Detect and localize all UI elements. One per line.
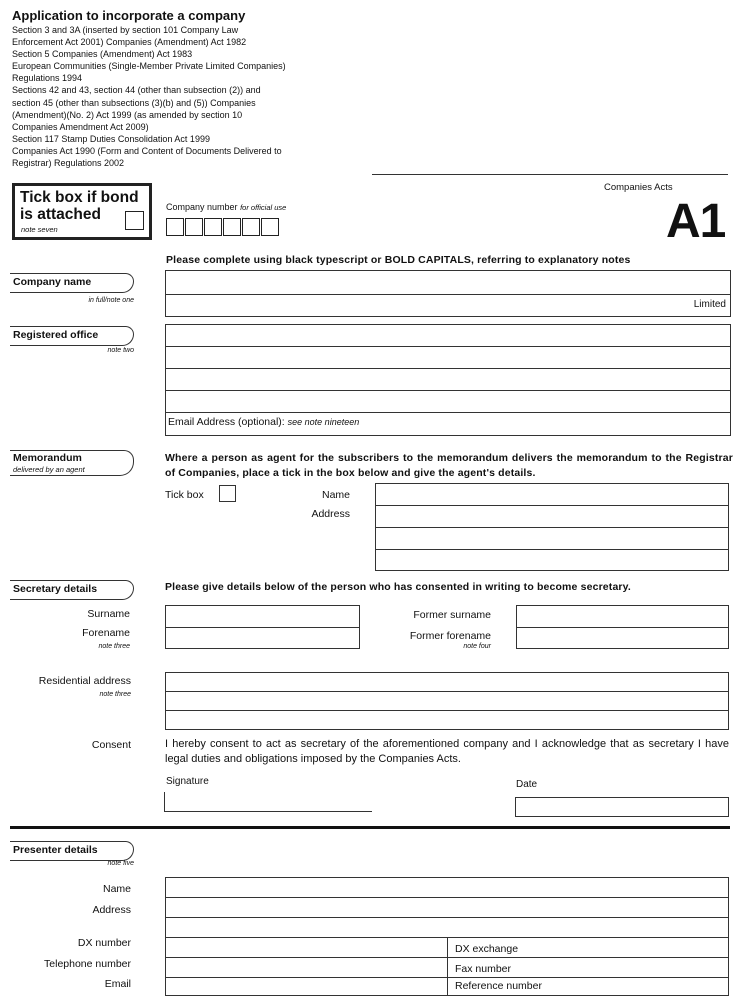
company-number-digit[interactable]: [166, 218, 184, 236]
surname-label: Surname: [87, 608, 130, 620]
bond-panel: [12, 183, 152, 240]
legal-line: Sections 42 and 43, section 44 (other than subsection (2)) and: [12, 85, 261, 96]
date-field[interactable]: [515, 797, 729, 817]
signature-label: Signature: [166, 776, 209, 787]
column-divider: [447, 958, 448, 977]
secretary-instruction: Please give details below of the person who has consented in writing to become secretary.: [165, 581, 631, 593]
company-name-field[interactable]: [165, 270, 731, 317]
residential-line[interactable]: [166, 711, 728, 729]
completion-instruction: Please complete using black typescript or BOLD CAPITALS, referring to explanatory notes: [166, 254, 631, 266]
consent-text: I hereby consent to act as secretary of the aforementioned company and I acknowledge that as secretary I have legal duties and obligations imposed by the Companies Acts.: [165, 738, 729, 765]
acts-label: Companies Acts: [604, 182, 673, 193]
company-name-line[interactable]: [166, 271, 730, 295]
address-line[interactable]: [166, 369, 730, 391]
registered-office-note: note two: [107, 347, 134, 354]
former-forename-label: Former forename: [409, 630, 491, 642]
company-number-digit[interactable]: [242, 218, 260, 236]
company-name-heading-text: Company name: [13, 276, 92, 288]
company-number-label-text: Company number: [166, 202, 238, 212]
legal-line: Enforcement Act 2001) Companies (Amendment) Act 1982: [12, 37, 247, 48]
forename-note: note three: [98, 643, 130, 650]
legal-line: (Amendment)(No. 2) Act 1999 (as amended by section 10: [12, 109, 243, 120]
legal-line: Section 3 and 3A (inserted by section 101 Company Law: [12, 25, 239, 35]
address-line[interactable]: [166, 347, 730, 369]
dx-row: [166, 938, 728, 958]
company-name-heading: [10, 273, 134, 293]
memorandum-heading-text: Memorandum: [13, 452, 82, 464]
email-address-note: see note nineteen: [287, 417, 360, 427]
legal-line: section 45 (other than subsections (3)(b) and (5)) Companies: [12, 97, 256, 108]
agent-line[interactable]: [376, 550, 728, 572]
legal-line: Registrar) Regulations 2002: [12, 158, 125, 169]
presenter-note: note five: [107, 860, 134, 867]
memorandum-checkbox[interactable]: [219, 485, 236, 502]
email-address-line[interactable]: [166, 413, 730, 435]
address-line[interactable]: [166, 391, 730, 413]
presenter-name-label: Name: [102, 883, 131, 895]
address-line[interactable]: [166, 325, 730, 347]
telephone-label: Telephone number: [44, 958, 131, 970]
registered-office-heading-text: Registered office: [13, 329, 99, 341]
forename-input[interactable]: [166, 628, 359, 650]
presenter-details-field[interactable]: [165, 877, 729, 996]
memorandum-subheading: delivered by an agent: [13, 465, 85, 474]
former-note: note four: [463, 643, 491, 650]
bond-note: note seven: [21, 225, 58, 234]
residential-line[interactable]: [166, 692, 728, 711]
form-number: A1: [666, 195, 726, 248]
company-number-label: [166, 202, 286, 212]
reference-number-label: Reference number: [455, 980, 542, 992]
dx-exchange-label: DX exchange: [455, 943, 519, 955]
presenter-email-label: Email: [104, 978, 131, 990]
registered-office-heading: [10, 326, 134, 346]
secretary-heading: [10, 580, 134, 600]
legal-line: Section 5 Companies (Amendment) Act 1983: [12, 49, 193, 60]
company-number-digit[interactable]: [185, 218, 203, 236]
legal-line: European Communities (Single-Member Private Limited Companies): [12, 61, 286, 72]
registered-office-field[interactable]: [165, 324, 731, 436]
former-surname-label: Former surname: [413, 609, 491, 621]
column-divider: [447, 938, 448, 957]
residential-address-field[interactable]: [165, 672, 729, 730]
legal-references: [12, 24, 352, 169]
company-number-digit[interactable]: [223, 218, 241, 236]
telephone-row: [166, 958, 728, 978]
agent-line[interactable]: [376, 528, 728, 550]
email-address-label-text: Email Address (optional):: [168, 416, 285, 428]
agent-name-label: Name: [321, 489, 350, 501]
agent-line[interactable]: [376, 484, 728, 506]
surname-input[interactable]: [166, 606, 359, 628]
section-divider: [10, 826, 730, 829]
signature-field[interactable]: [164, 792, 372, 812]
presenter-heading: [10, 841, 134, 861]
secretary-name-field[interactable]: [165, 605, 360, 649]
date-label: Date: [516, 779, 538, 790]
presenter-name-input[interactable]: [166, 878, 728, 898]
dx-number-label: DX number: [77, 937, 131, 949]
company-number-digit[interactable]: [204, 218, 222, 236]
company-number-digit[interactable]: [261, 218, 279, 236]
bond-checkbox[interactable]: [125, 211, 144, 230]
legal-line: Regulations 1994: [12, 73, 83, 84]
presenter-address-label: Address: [92, 904, 131, 916]
consent-label: Consent: [91, 739, 131, 751]
forename-label: Forename: [82, 627, 130, 639]
column-divider: [447, 978, 448, 995]
memorandum-tick-label: Tick box: [165, 489, 204, 501]
company-name-line[interactable]: [166, 295, 730, 317]
secretary-heading-text: Secretary details: [13, 583, 98, 595]
bond-label: Tick box if bond is attached: [20, 189, 139, 223]
presenter-address-line[interactable]: [166, 898, 728, 918]
agent-details-field[interactable]: [375, 483, 729, 571]
form-title: Application to incorporate a company: [12, 8, 246, 23]
presenter-address-line[interactable]: [166, 918, 728, 938]
former-name-field[interactable]: [516, 605, 729, 649]
memorandum-instruction: Where a person as agent for the subscribers to the memorandum delivers the memorandum to the Registrar of Companies, place a tick in the box below and give the agent's details.: [165, 452, 733, 479]
agent-address-label: Address: [311, 508, 350, 520]
limited-suffix: Limited: [693, 299, 726, 310]
agent-line[interactable]: [376, 506, 728, 528]
residential-address-note: note three: [99, 691, 131, 698]
residential-line[interactable]: [166, 673, 728, 692]
presenter-heading-text: Presenter details: [13, 844, 98, 856]
former-forename-input[interactable]: [517, 628, 728, 650]
legal-line: Companies Amendment Act 2009): [12, 121, 149, 132]
former-surname-input[interactable]: [517, 606, 728, 628]
fax-number-label: Fax number: [455, 963, 512, 975]
company-number-label-note: for official use: [240, 203, 287, 212]
header-divider: [372, 174, 728, 175]
legal-line: Section 117 Stamp Duties Consolidation Act 1999: [12, 133, 210, 144]
email-address-label: [168, 416, 359, 428]
residential-address-label: Residential address: [38, 675, 131, 687]
legal-line: Companies Act 1990 (Form and Content of Documents Delivered to: [12, 145, 282, 156]
email-row: [166, 978, 728, 995]
company-name-note: in full/note one: [88, 297, 134, 304]
